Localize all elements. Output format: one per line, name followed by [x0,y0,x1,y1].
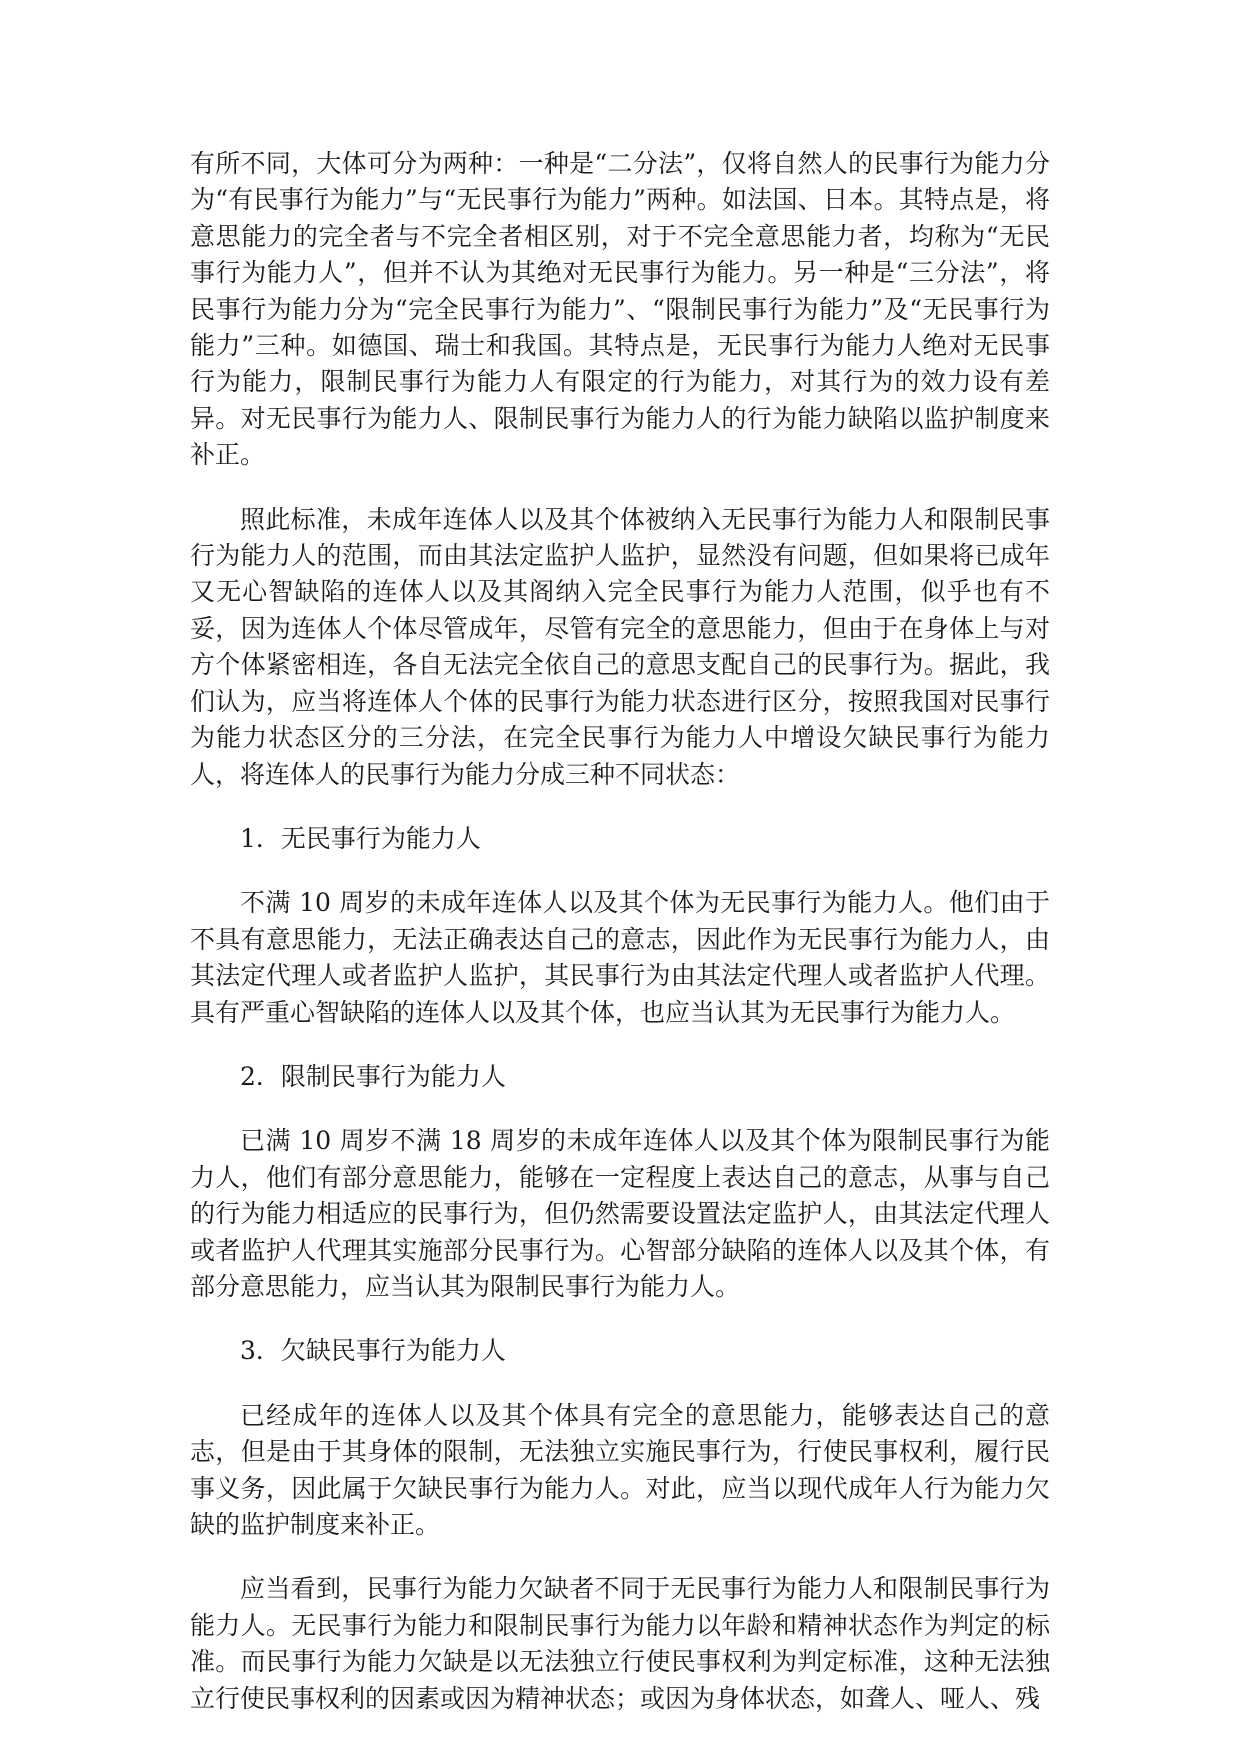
heading-deficient-capacity: 3．欠缺民事行为能力人 [240,1336,506,1366]
heading-limited-capacity: 2．限制民事行为能力人 [240,1061,506,1091]
document-body [190,146,1050,1745]
paragraph-no-capacity: 不满 10 周岁的未成年连体人以及其个体为无民事行为能力人。他们由于不具有意思能力，无法正确表达自己的意志，因此作为无民事行为能力人，由其法定代理人或者监护人监护，其民事行为由其法定代理人或者监护人代理。具有严重心智缺陷的连体人以及其个体，也应当认其为无民事行为能力人。 [190,888,1050,1027]
heading-no-capacity: 1．无民事行为能力人 [240,823,481,853]
paragraph-distinction: 应当看到，民事行为能力欠缺者不同于无民事行为能力人和限制民事行为能力人。无民事行为能力和限制民事行为能力以年龄和精神状态作为判定的标准。而民事行为能力欠缺是以无法独立行使民事权利为判定标准，这种无法独立行使民事权利的因素或因为精神状态；或因为身体状态，如聋人、哑人、残 [190,1574,1050,1713]
paragraph-deficient-capacity: 已经成年的连体人以及其个体具有完全的意思能力，能够表达自己的意志，但是由于其身体的限制，无法独立实施民事行为，行使民事权利，履行民事义务，因此属于欠缺民事行为能力人。对此，应当以现代成年人行为能力欠缺的监护制度来补正。 [190,1400,1050,1539]
paragraph-limited-capacity: 已满 10 周岁不满 18 周岁的未成年连体人以及其个体为限制民事行为能力人，他们有部分意思能力，能够在一定程度上表达自己的意志，从事与自己的行为能力相适应的民事行为，但仍然需要设置法定监护人，由其法定代理人或者监护人代理其实施部分民事行为。心智部分缺陷的连体人以及其个体，有部分意思能力，应当认其为限制民事行为能力人。 [190,1126,1050,1301]
paragraph-intro: 有所不同，大体可分为两种：一种是“二分法”，仅将自然人的民事行为能力分为“有民事行为能力”与“无民事行为能力”两种。如法国、日本。其特点是，将意思能力的完全者与不完全者相区别，对于不完全意思能力者，均称为“无民事行为能力人”，但并不认为其绝对无民事行为能力。另一种是“三分法”，将民事行为能力分为“完全民事行为能力”、“限制民事行为能力”及“无民事行为能力”三种。如德国、瑞士和我国。其特点是，无民事行为能力人绝对无民事行为能力，限制民事行为能力人有限定的行为能力，对其行为的效力设有差异。对无民事行为能力人、限制民事行为能力人的行为能力缺陷以监护制度来补正。 [190,149,1050,470]
paragraph-standard: 照此标准，未成年连体人以及其个体被纳入无民事行为能力人和限制民事行为能力人的范围，而由其法定监护人监护，显然没有问题，但如果将已成年又无心智缺陷的连体人以及其阁纳入完全民事行为能力人范围，似乎也有不妥，因为连体人个体尽管成年，尽管有完全的意思能力，但由于在身体上与对方个体紧密相连，各自无法完全依自己的意思支配自己的民事行为。据此，我们认为，应当将连体人个体的民事行为能力状态进行区分，按照我国对民事行为能力状态区分的三分法，在完全民事行为能力人中增设欠缺民事行为能力人，将连体人的民事行为能力分成三种不同状态： [190,504,1050,789]
